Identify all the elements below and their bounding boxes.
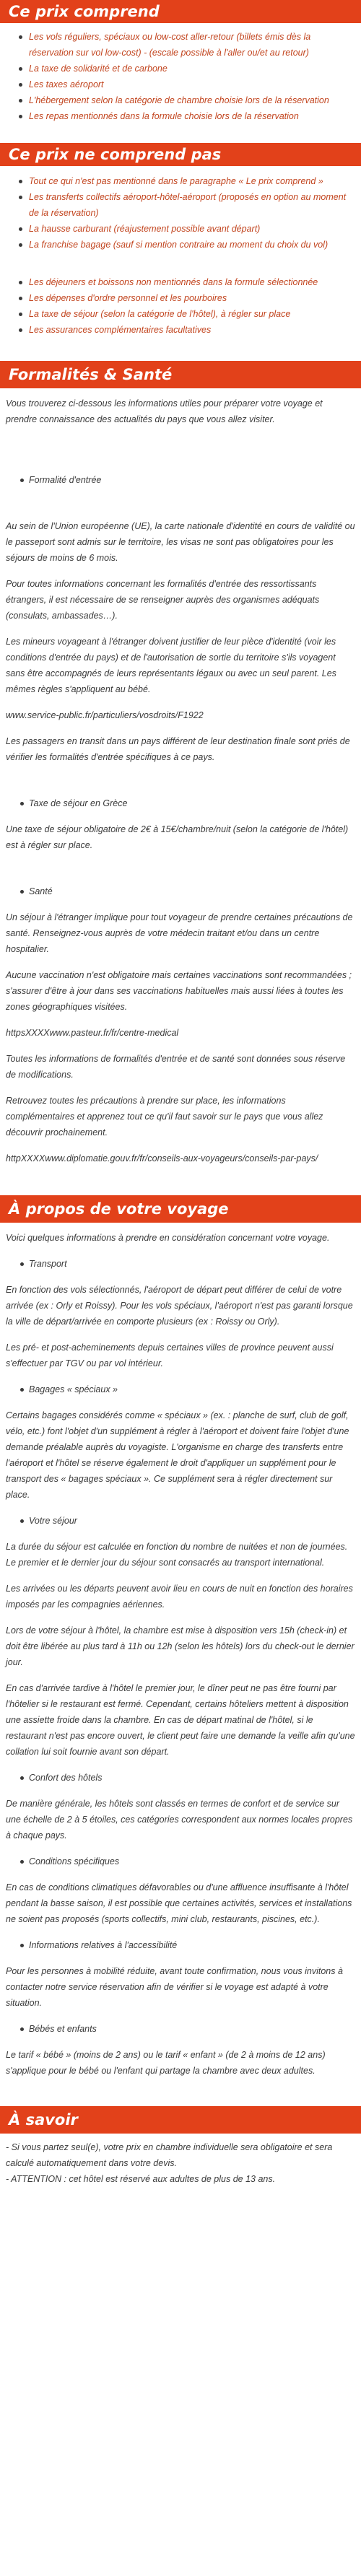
list-item: L'hébergement selon la catégorie de chambre choisie lors de la réservation — [29, 92, 354, 108]
formalities-header — [0, 361, 361, 388]
know-body — [0, 2134, 361, 2194]
transport-paragraph: En fonction des vols sélectionnés, l'aéroport de départ peut différer de celui de votre arrivée (ex : Orly et Roissy). Pour les vols spéciaux, l'aéroport n'est pas garanti lorsque la ville de départ/arrivée en comporte plusieurs (ex : Roissy ou Orly). — [6, 1285, 353, 1327]
know-paragraph: - ATTENTION : cet hôtel est réservé aux adultes de plus de 13 ans. — [6, 2174, 276, 2184]
excluded-list — [0, 166, 361, 260]
entry-paragraph: Pour toutes informations concernant les formalités d'entrée des ressortissants étrangers, il est nécessaire de se renseigner auprès des organismes adéquats (consulats, ambassades…). — [6, 579, 320, 621]
diplomatie-url: httpXXXXwww.diplomatie.gouv.fr/fr/conseils-aux-voyageurs/conseils-par-pays/ — [6, 1153, 318, 1163]
health-subtitle: Santé — [6, 883, 355, 899]
formalities-intro: Vous trouverez ci-dessous les informations utiles pour préparer votre voyage et prendre connaissance des actualités du pays que vous allez visiter. — [6, 398, 323, 424]
luggage-subtitle: Bagages « spéciaux » — [6, 1381, 355, 1397]
entry-paragraph: Au sein de l'Union européenne (UE), la carte nationale d'identité en cours de validité ou le passeport sont admis sur le territoire, les visas ne sont pas obligatoires pour les séjours de moins de 6 mois. — [6, 521, 355, 563]
list-item: La taxe de solidarité et de carbone — [29, 61, 354, 77]
about-title: À propos de votre voyage — [9, 1200, 229, 1218]
list-item: La taxe de séjour (selon la catégorie de l'hôtel), à régler sur place — [29, 306, 354, 322]
tax-subtitle: Taxe de séjour en Grèce — [6, 795, 355, 811]
list-item: Les repas mentionnés dans la formule choisie lors de la réservation — [29, 108, 354, 124]
comfort-subtitle: Confort des hôtels — [6, 1770, 355, 1786]
transport-paragraph: Les pré- et post-acheminements depuis certaines villes de province peuvent aussi s'effectuer par TGV ou par vol intérieur. — [6, 1342, 334, 1368]
stay-paragraph: Les arrivées ou les départs peuvent avoir lieu en cours de nuit en fonction des horaires imposés par les compagnies aériennes. — [6, 1584, 353, 1610]
entry-paragraph: Les mineurs voyageant à l'étranger doivent justifier de leur pièce d'identité (voir les conditions d'entrée du pays) et de l'autorisation de sortie du territoire s'ils voyagent sans être accompagnés de leurs représentants légaux ou avec un seul parent. Les mêmes règles s'appliquent au bébé. — [6, 637, 336, 694]
included-title: Ce prix comprend — [9, 3, 160, 20]
list-item: La franchise bagage (sauf si mention contraire au moment du choix du vol) — [29, 237, 354, 253]
stay-subtitle: Votre séjour — [6, 1513, 355, 1529]
health-url: httpsXXXXwww.pasteur.fr/fr/centre-medical — [6, 1028, 179, 1038]
health-paragraph: Aucune vaccination n'est obligatoire mais certaines vaccinations sont recommandées ; s'assurer d'être à jour dans ses vaccinations habituelles mais aussi liées à toutes les zones géographiques visitées. — [6, 970, 352, 1012]
stay-paragraph: Lors de votre séjour à l'hôtel, la chambre est mise à disposition vers 15h (check-in) et doit être libérée au plus tard à 11h ou 12h (selon les hôtels) lors du check-out le dernier jour. — [6, 1625, 355, 1667]
know-header — [0, 2106, 361, 2134]
list-item: Tout ce qui n'est pas mentionné dans le paragraphe « Le prix comprend » — [29, 173, 354, 189]
list-item: Les dépenses d'ordre personnel et les pourboires — [29, 290, 354, 306]
formalities-body — [0, 388, 361, 1184]
list-item: Les assurances complémentaires facultatives — [29, 322, 354, 338]
about-header — [0, 1195, 361, 1223]
baby-paragraph: Le tarif « bébé » (moins de 2 ans) ou le tarif « enfant » (de 2 à moins de 12 ans) s'applique pour le bébé ou l'enfant qui partage la chambre avec deux adultes. — [6, 2050, 326, 2076]
about-body — [0, 1223, 361, 2096]
stay-paragraph: En cas d'arrivée tardive à l'hôtel le premier jour, le dîner peut ne pas être fourni par l'hôtelier si le restaurant est fermé. Cependant, certains hôteliers mettent à disposition une assiette froide dans la chambre. En cas de départ matinal de l'hôtel, si le restaurant n'est pas encore ouvert, le client peut faire une demande la veille afin qu'une collation lui soit fournie avant son départ. — [6, 1683, 355, 1757]
formalities-title: Formalités & Santé — [9, 366, 173, 383]
list-item: Les vols réguliers, spéciaux ou low-cost aller-retour (billets émis dès la réservation sur vol low-cost) - (escale possible à l'aller ou/et au retour) — [29, 29, 354, 61]
included-list — [0, 23, 361, 131]
tax-paragraph: Une taxe de séjour obligatoire de 2€ à 15€/chambre/nuit (selon la catégorie de l'hôtel) est à régler sur place. — [6, 824, 349, 850]
accessibility-subtitle: Informations relatives à l'accessibilité — [6, 1937, 355, 1953]
list-item: Les taxes aéroport — [29, 77, 354, 92]
know-title: À savoir — [9, 2111, 78, 2129]
comfort-paragraph: De manière générale, les hôtels sont classés en termes de confort et de service sur une échelle de 2 à 5 étoiles, ces catégories correspondent aux normes locales propres à chaque pays. — [6, 1799, 353, 1841]
specific-subtitle: Conditions spécifiques — [6, 1854, 355, 1869]
entry-subtitle: Formalité d'entrée — [6, 472, 355, 488]
know-paragraph: - Si vous partez seul(e), votre prix en chambre individuelle sera obligatoire et sera calculé automatiquement dans votre devis. — [6, 2142, 333, 2168]
about-intro: Voici quelques informations à prendre en considération concernant votre voyage. — [6, 1233, 330, 1243]
baby-subtitle: Bébés et enfants — [6, 2021, 355, 2037]
transport-subtitle: Transport — [6, 1256, 355, 1272]
excluded-list-2 — [0, 274, 361, 345]
health-paragraph: Retrouvez toutes les précautions à prendre sur place, les informations complémentaires et apprenez tout ce qu'il faut savoir sur le pays que vous allez découvrir prochainement. — [6, 1096, 323, 1138]
list-item: Les déjeuners et boissons non mentionnés dans la formule sélectionnée — [29, 274, 354, 290]
entry-paragraph: Les passagers en transit dans un pays différent de leur destination finale sont priés de vérifier les formalités d'entrée spécifiques à ce pays. — [6, 736, 350, 762]
health-paragraph: Toutes les informations de formalités d'entrée et de santé sont données sous réserve de modifications. — [6, 1054, 346, 1080]
list-item: La hausse carburant (réajustement possible avant départ) — [29, 221, 354, 237]
luggage-paragraph: Certains bagages considérés comme « spéciaux » (ex. : planche de surf, club de golf, vélo, etc.) font l'objet d'un supplément à régler à l'aéroport et doivent faire l'objet d'une demande préalable auprès du voyagiste. L'organisme en charge des transferts entre l'aéroport et l'hôtel se réserve également le droit d'appliquer un supplément pour le transport des « bagages spéciaux ». Ce supplément sera à régler directement sur place. — [6, 1410, 349, 1500]
accessibility-paragraph: Pour les personnes à mobilité réduite, avant toute confirmation, nous vous invitons à contacter notre service réservation afin de vérifier si le voyage est adapté à votre situation. — [6, 1966, 343, 2008]
included-header — [0, 0, 361, 23]
specific-paragraph: En cas de conditions climatiques défavorables ou d'une affluence insuffisante à l'hôtel pendant la basse saison, il est possible que certaines activités, services et installations ne soient pas proposés (sports collectifs, mini club, restaurants, piscines, etc.). — [6, 1882, 352, 1924]
stay-paragraph: La durée du séjour est calculée en fonction du nombre de nuitées et non de journées. Le premier et le dernier jour du séjour sont consacrés au transport international. — [6, 1542, 348, 1568]
entry-url: www.service-public.fr/particuliers/vosdroits/F1922 — [6, 710, 204, 720]
health-paragraph: Un séjour à l'étranger implique pour tout voyageur de prendre certaines précautions de santé. Renseignez-vous auprès de votre médecin traitant et/ou dans un centre hospitalier. — [6, 912, 353, 954]
excluded-title: Ce prix ne comprend pas — [9, 146, 222, 163]
excluded-header — [0, 143, 361, 166]
list-item: Les transferts collectifs aéroport-hôtel-aéroport (proposés en option au moment de la réservation) — [29, 189, 354, 221]
